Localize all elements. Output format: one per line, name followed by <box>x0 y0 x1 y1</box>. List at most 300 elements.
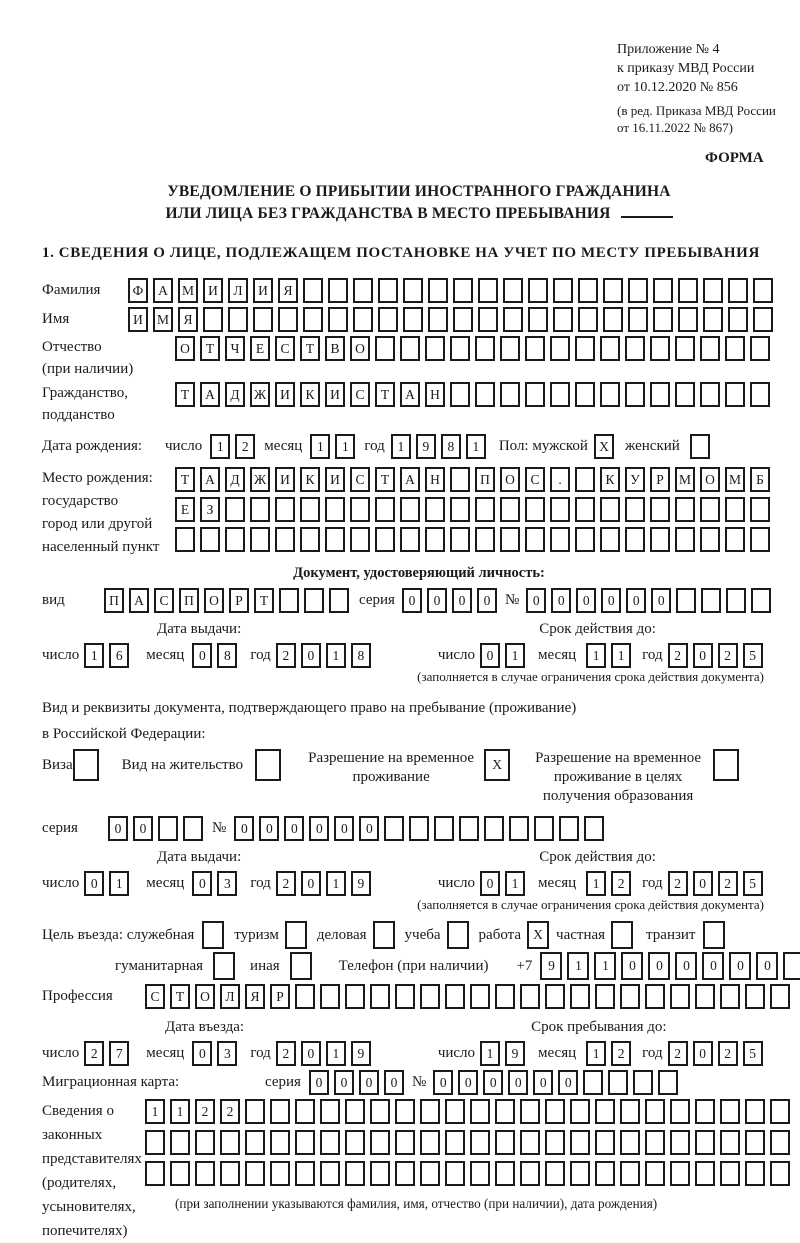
char-cell[interactable] <box>203 307 223 332</box>
char-cell[interactable] <box>420 984 440 1009</box>
char-cell[interactable]: 1 <box>391 434 411 459</box>
char-cell[interactable] <box>578 278 598 303</box>
char-cell[interactable]: 8 <box>441 434 461 459</box>
char-cell[interactable] <box>175 527 195 552</box>
char-cell[interactable]: 0 <box>359 816 379 841</box>
char-cell[interactable] <box>770 1130 790 1155</box>
char-cell[interactable] <box>378 278 398 303</box>
char-cell[interactable]: 9 <box>505 1041 525 1066</box>
char-cell[interactable] <box>628 278 648 303</box>
char-cell[interactable] <box>570 1161 590 1186</box>
char-cell[interactable] <box>370 984 390 1009</box>
char-cell[interactable] <box>350 527 370 552</box>
char-cell[interactable]: Д <box>225 382 245 407</box>
char-cell[interactable] <box>325 497 345 522</box>
char-cell[interactable]: Ж <box>250 467 270 492</box>
char-cell[interactable]: 7 <box>109 1041 129 1066</box>
char-cell[interactable] <box>450 467 470 492</box>
char-cell[interactable] <box>303 307 323 332</box>
char-cell[interactable] <box>525 336 545 361</box>
char-cell[interactable]: 3 <box>217 871 237 896</box>
char-cell[interactable]: А <box>200 467 220 492</box>
char-cell[interactable] <box>73 749 99 781</box>
char-cell[interactable] <box>726 588 746 613</box>
char-cell[interactable] <box>713 749 739 781</box>
char-cell[interactable] <box>255 749 281 781</box>
char-cell[interactable] <box>447 921 469 949</box>
char-cell[interactable] <box>676 588 696 613</box>
char-cell[interactable]: 2 <box>276 643 296 668</box>
char-cell[interactable] <box>320 1099 340 1124</box>
char-cell[interactable]: 1 <box>480 1041 500 1066</box>
char-cell[interactable] <box>270 1161 290 1186</box>
char-cell[interactable]: Б <box>750 467 770 492</box>
char-cell[interactable]: 0 <box>526 588 546 613</box>
char-cell[interactable]: X <box>527 921 549 949</box>
char-cell[interactable] <box>503 278 523 303</box>
char-cell[interactable]: 0 <box>651 588 671 613</box>
char-cell[interactable]: Р <box>229 588 249 613</box>
char-cell[interactable]: 0 <box>480 643 500 668</box>
char-cell[interactable] <box>545 1161 565 1186</box>
char-cell[interactable] <box>420 1130 440 1155</box>
char-cell[interactable]: Ч <box>225 336 245 361</box>
char-cell[interactable] <box>350 497 370 522</box>
char-cell[interactable] <box>720 1130 740 1155</box>
char-cell[interactable]: О <box>195 984 215 1009</box>
char-cell[interactable] <box>520 984 540 1009</box>
char-cell[interactable] <box>225 497 245 522</box>
char-cell[interactable]: С <box>525 467 545 492</box>
char-cell[interactable] <box>275 497 295 522</box>
char-cell[interactable]: М <box>178 278 198 303</box>
char-cell[interactable] <box>450 336 470 361</box>
char-cell[interactable] <box>520 1130 540 1155</box>
char-cell[interactable] <box>670 1099 690 1124</box>
char-cell[interactable] <box>320 1130 340 1155</box>
char-cell[interactable]: Л <box>228 278 248 303</box>
char-cell[interactable] <box>495 1130 515 1155</box>
char-cell[interactable]: 3 <box>217 1041 237 1066</box>
char-cell[interactable]: 0 <box>259 816 279 841</box>
char-cell[interactable]: Т <box>200 336 220 361</box>
char-cell[interactable] <box>575 336 595 361</box>
char-cell[interactable] <box>695 1130 715 1155</box>
char-cell[interactable]: 0 <box>284 816 304 841</box>
char-cell[interactable] <box>403 278 423 303</box>
char-cell[interactable]: 0 <box>756 952 778 980</box>
char-cell[interactable]: А <box>129 588 149 613</box>
char-cell[interactable] <box>725 497 745 522</box>
char-cell[interactable] <box>770 1161 790 1186</box>
char-cell[interactable]: Т <box>375 467 395 492</box>
char-cell[interactable]: Т <box>300 336 320 361</box>
char-cell[interactable] <box>575 497 595 522</box>
char-cell[interactable] <box>420 1099 440 1124</box>
char-cell[interactable] <box>570 1130 590 1155</box>
char-cell[interactable]: О <box>700 467 720 492</box>
char-cell[interactable]: 0 <box>133 816 153 841</box>
char-cell[interactable]: 0 <box>309 1070 329 1095</box>
char-cell[interactable] <box>170 1161 190 1186</box>
char-cell[interactable] <box>158 816 178 841</box>
char-cell[interactable]: 0 <box>458 1070 478 1095</box>
char-cell[interactable]: И <box>203 278 223 303</box>
char-cell[interactable] <box>528 307 548 332</box>
char-cell[interactable] <box>628 307 648 332</box>
char-cell[interactable]: 1 <box>84 643 104 668</box>
char-cell[interactable] <box>370 1130 390 1155</box>
char-cell[interactable] <box>695 1161 715 1186</box>
char-cell[interactable] <box>353 278 373 303</box>
char-cell[interactable] <box>253 307 273 332</box>
char-cell[interactable]: 0 <box>648 952 670 980</box>
char-cell[interactable] <box>645 1130 665 1155</box>
char-cell[interactable]: С <box>145 984 165 1009</box>
char-cell[interactable]: Т <box>170 984 190 1009</box>
char-cell[interactable] <box>670 1130 690 1155</box>
char-cell[interactable] <box>783 952 800 980</box>
char-cell[interactable] <box>295 1130 315 1155</box>
char-cell[interactable] <box>400 527 420 552</box>
char-cell[interactable]: 9 <box>540 952 562 980</box>
char-cell[interactable] <box>750 527 770 552</box>
char-cell[interactable]: 9 <box>351 1041 371 1066</box>
char-cell[interactable] <box>378 307 398 332</box>
char-cell[interactable]: О <box>204 588 224 613</box>
char-cell[interactable] <box>575 467 595 492</box>
char-cell[interactable]: О <box>500 467 520 492</box>
char-cell[interactable]: 2 <box>611 871 631 896</box>
char-cell[interactable] <box>503 307 523 332</box>
char-cell[interactable]: X <box>594 434 614 459</box>
char-cell[interactable]: Т <box>175 467 195 492</box>
char-cell[interactable]: 1 <box>567 952 589 980</box>
char-cell[interactable]: 0 <box>433 1070 453 1095</box>
char-cell[interactable] <box>575 382 595 407</box>
char-cell[interactable]: 0 <box>626 588 646 613</box>
char-cell[interactable]: 0 <box>551 588 571 613</box>
char-cell[interactable] <box>225 527 245 552</box>
char-cell[interactable] <box>700 527 720 552</box>
char-cell[interactable] <box>450 497 470 522</box>
char-cell[interactable] <box>170 1130 190 1155</box>
char-cell[interactable] <box>675 336 695 361</box>
char-cell[interactable] <box>570 984 590 1009</box>
char-cell[interactable] <box>328 307 348 332</box>
char-cell[interactable]: Я <box>278 278 298 303</box>
char-cell[interactable]: 0 <box>675 952 697 980</box>
char-cell[interactable] <box>434 816 454 841</box>
char-cell[interactable]: 2 <box>84 1041 104 1066</box>
char-cell[interactable]: 0 <box>576 588 596 613</box>
char-cell[interactable] <box>445 1099 465 1124</box>
char-cell[interactable] <box>220 1130 240 1155</box>
char-cell[interactable] <box>453 278 473 303</box>
char-cell[interactable]: И <box>325 467 345 492</box>
char-cell[interactable]: 1 <box>586 1041 606 1066</box>
char-cell[interactable]: 2 <box>718 643 738 668</box>
char-cell[interactable] <box>534 816 554 841</box>
char-cell[interactable]: Я <box>245 984 265 1009</box>
char-cell[interactable] <box>600 336 620 361</box>
char-cell[interactable] <box>525 527 545 552</box>
char-cell[interactable] <box>620 1130 640 1155</box>
char-cell[interactable] <box>445 984 465 1009</box>
char-cell[interactable] <box>695 1099 715 1124</box>
char-cell[interactable] <box>545 984 565 1009</box>
char-cell[interactable] <box>650 382 670 407</box>
char-cell[interactable] <box>409 816 429 841</box>
char-cell[interactable] <box>753 307 773 332</box>
char-cell[interactable]: 2 <box>668 643 688 668</box>
char-cell[interactable] <box>658 1070 678 1095</box>
char-cell[interactable]: 0 <box>384 1070 404 1095</box>
char-cell[interactable] <box>375 497 395 522</box>
char-cell[interactable]: 1 <box>594 952 616 980</box>
char-cell[interactable] <box>584 816 604 841</box>
char-cell[interactable]: 8 <box>217 643 237 668</box>
char-cell[interactable] <box>645 1161 665 1186</box>
char-cell[interactable]: 5 <box>743 643 763 668</box>
char-cell[interactable]: С <box>350 382 370 407</box>
char-cell[interactable]: 6 <box>109 643 129 668</box>
char-cell[interactable] <box>145 1161 165 1186</box>
char-cell[interactable] <box>278 307 298 332</box>
char-cell[interactable] <box>245 1161 265 1186</box>
char-cell[interactable]: 0 <box>693 643 713 668</box>
char-cell[interactable] <box>500 382 520 407</box>
char-cell[interactable] <box>700 336 720 361</box>
char-cell[interactable]: 1 <box>145 1099 165 1124</box>
char-cell[interactable]: 0 <box>533 1070 553 1095</box>
char-cell[interactable] <box>373 921 395 949</box>
char-cell[interactable]: 5 <box>743 1041 763 1066</box>
char-cell[interactable]: 2 <box>668 871 688 896</box>
char-cell[interactable]: Я <box>178 307 198 332</box>
char-cell[interactable] <box>525 497 545 522</box>
char-cell[interactable] <box>690 434 710 459</box>
char-cell[interactable]: Е <box>250 336 270 361</box>
char-cell[interactable]: 2 <box>220 1099 240 1124</box>
char-cell[interactable]: 0 <box>301 871 321 896</box>
char-cell[interactable] <box>678 278 698 303</box>
char-cell[interactable]: Р <box>270 984 290 1009</box>
char-cell[interactable] <box>625 497 645 522</box>
char-cell[interactable] <box>195 1130 215 1155</box>
char-cell[interactable] <box>459 816 479 841</box>
char-cell[interactable] <box>611 921 633 949</box>
char-cell[interactable] <box>670 1161 690 1186</box>
char-cell[interactable] <box>670 984 690 1009</box>
char-cell[interactable]: Т <box>254 588 274 613</box>
char-cell[interactable] <box>625 382 645 407</box>
char-cell[interactable] <box>375 527 395 552</box>
char-cell[interactable] <box>695 984 715 1009</box>
char-cell[interactable]: 1 <box>170 1099 190 1124</box>
char-cell[interactable]: 1 <box>505 871 525 896</box>
char-cell[interactable] <box>420 1161 440 1186</box>
char-cell[interactable]: 0 <box>334 816 354 841</box>
char-cell[interactable]: Д <box>225 467 245 492</box>
char-cell[interactable] <box>653 307 673 332</box>
char-cell[interactable] <box>608 1070 628 1095</box>
char-cell[interactable] <box>525 382 545 407</box>
char-cell[interactable] <box>625 336 645 361</box>
char-cell[interactable] <box>600 527 620 552</box>
char-cell[interactable] <box>370 1099 390 1124</box>
char-cell[interactable]: К <box>300 467 320 492</box>
char-cell[interactable] <box>345 984 365 1009</box>
char-cell[interactable]: 2 <box>195 1099 215 1124</box>
char-cell[interactable]: 0 <box>693 1041 713 1066</box>
char-cell[interactable] <box>720 1099 740 1124</box>
char-cell[interactable]: 2 <box>276 871 296 896</box>
char-cell[interactable]: 1 <box>326 871 346 896</box>
char-cell[interactable] <box>603 278 623 303</box>
char-cell[interactable]: 1 <box>586 643 606 668</box>
char-cell[interactable] <box>650 497 670 522</box>
char-cell[interactable]: 0 <box>480 871 500 896</box>
char-cell[interactable] <box>300 497 320 522</box>
char-cell[interactable] <box>700 497 720 522</box>
char-cell[interactable] <box>250 527 270 552</box>
char-cell[interactable] <box>500 497 520 522</box>
char-cell[interactable] <box>145 1130 165 1155</box>
char-cell[interactable]: 0 <box>483 1070 503 1095</box>
char-cell[interactable] <box>300 527 320 552</box>
char-cell[interactable] <box>520 1161 540 1186</box>
char-cell[interactable]: 0 <box>301 1041 321 1066</box>
char-cell[interactable]: А <box>153 278 173 303</box>
char-cell[interactable] <box>600 497 620 522</box>
char-cell[interactable]: С <box>275 336 295 361</box>
char-cell[interactable] <box>520 1099 540 1124</box>
char-cell[interactable] <box>545 1130 565 1155</box>
char-cell[interactable] <box>745 1161 765 1186</box>
char-cell[interactable] <box>703 921 725 949</box>
char-cell[interactable] <box>275 527 295 552</box>
char-cell[interactable]: 0 <box>508 1070 528 1095</box>
char-cell[interactable] <box>528 278 548 303</box>
char-cell[interactable] <box>550 527 570 552</box>
char-cell[interactable]: В <box>325 336 345 361</box>
char-cell[interactable]: К <box>600 467 620 492</box>
char-cell[interactable]: 0 <box>477 588 497 613</box>
char-cell[interactable]: 5 <box>743 871 763 896</box>
char-cell[interactable]: М <box>725 467 745 492</box>
char-cell[interactable]: 0 <box>427 588 447 613</box>
char-cell[interactable] <box>703 278 723 303</box>
char-cell[interactable] <box>295 984 315 1009</box>
char-cell[interactable]: П <box>475 467 495 492</box>
char-cell[interactable] <box>183 816 203 841</box>
char-cell[interactable] <box>295 1161 315 1186</box>
char-cell[interactable] <box>545 1099 565 1124</box>
char-cell[interactable] <box>425 527 445 552</box>
char-cell[interactable] <box>575 527 595 552</box>
char-cell[interactable] <box>620 1161 640 1186</box>
char-cell[interactable]: 0 <box>192 871 212 896</box>
char-cell[interactable] <box>200 527 220 552</box>
char-cell[interactable] <box>603 307 623 332</box>
char-cell[interactable]: И <box>275 382 295 407</box>
char-cell[interactable] <box>270 1130 290 1155</box>
char-cell[interactable]: Т <box>375 382 395 407</box>
char-cell[interactable] <box>478 278 498 303</box>
char-cell[interactable] <box>728 307 748 332</box>
char-cell[interactable] <box>475 336 495 361</box>
char-cell[interactable]: А <box>200 382 220 407</box>
char-cell[interactable]: М <box>153 307 173 332</box>
char-cell[interactable] <box>425 497 445 522</box>
char-cell[interactable] <box>678 307 698 332</box>
char-cell[interactable] <box>328 278 348 303</box>
char-cell[interactable] <box>320 984 340 1009</box>
char-cell[interactable]: 0 <box>84 871 104 896</box>
char-cell[interactable]: Р <box>650 467 670 492</box>
char-cell[interactable] <box>450 382 470 407</box>
char-cell[interactable]: У <box>625 467 645 492</box>
char-cell[interactable] <box>325 527 345 552</box>
char-cell[interactable]: 2 <box>276 1041 296 1066</box>
char-cell[interactable] <box>500 336 520 361</box>
char-cell[interactable] <box>753 278 773 303</box>
char-cell[interactable] <box>475 497 495 522</box>
char-cell[interactable]: К <box>300 382 320 407</box>
char-cell[interactable] <box>750 382 770 407</box>
char-cell[interactable]: 2 <box>718 871 738 896</box>
char-cell[interactable]: 8 <box>351 643 371 668</box>
char-cell[interactable] <box>595 1099 615 1124</box>
char-cell[interactable] <box>345 1099 365 1124</box>
char-cell[interactable] <box>583 1070 603 1095</box>
char-cell[interactable] <box>595 1130 615 1155</box>
char-cell[interactable] <box>559 816 579 841</box>
char-cell[interactable] <box>745 984 765 1009</box>
char-cell[interactable]: 1 <box>326 1041 346 1066</box>
char-cell[interactable] <box>700 382 720 407</box>
char-cell[interactable]: 2 <box>668 1041 688 1066</box>
char-cell[interactable] <box>400 336 420 361</box>
char-cell[interactable]: Л <box>220 984 240 1009</box>
char-cell[interactable] <box>578 307 598 332</box>
char-cell[interactable] <box>745 1099 765 1124</box>
char-cell[interactable] <box>633 1070 653 1095</box>
char-cell[interactable]: 0 <box>334 1070 354 1095</box>
char-cell[interactable] <box>725 382 745 407</box>
char-cell[interactable]: 0 <box>693 871 713 896</box>
char-cell[interactable] <box>270 1099 290 1124</box>
char-cell[interactable]: И <box>253 278 273 303</box>
char-cell[interactable] <box>484 816 504 841</box>
char-cell[interactable] <box>384 816 404 841</box>
char-cell[interactable]: 1 <box>310 434 330 459</box>
char-cell[interactable] <box>550 497 570 522</box>
char-cell[interactable]: 1 <box>109 871 129 896</box>
char-cell[interactable] <box>770 1099 790 1124</box>
char-cell[interactable] <box>725 527 745 552</box>
char-cell[interactable] <box>345 1161 365 1186</box>
char-cell[interactable]: 1 <box>466 434 486 459</box>
char-cell[interactable] <box>445 1161 465 1186</box>
char-cell[interactable] <box>470 984 490 1009</box>
char-cell[interactable] <box>428 307 448 332</box>
char-cell[interactable] <box>395 1130 415 1155</box>
char-cell[interactable] <box>279 588 299 613</box>
char-cell[interactable]: 0 <box>601 588 621 613</box>
char-cell[interactable]: А <box>400 382 420 407</box>
